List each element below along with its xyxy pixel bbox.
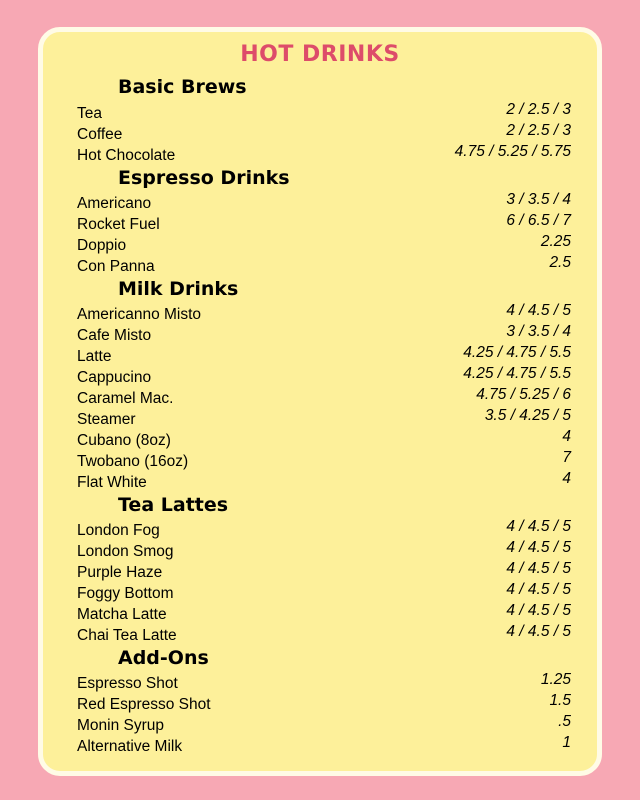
item-name: Cafe Misto <box>77 327 152 344</box>
item-price: 4.75 / 5.25 / 5.75 <box>454 143 571 160</box>
item-price: 4.75 / 5.25 / 6 <box>476 386 571 403</box>
item-price: 4 / 4.5 / 5 <box>506 302 571 319</box>
menu-item <box>77 581 571 602</box>
menu-item <box>77 101 571 122</box>
item-name: London Fog <box>77 522 160 539</box>
item-name: Purple Haze <box>77 564 163 581</box>
item-name: Flat White <box>77 474 147 491</box>
menu-item <box>77 191 571 212</box>
item-name: Tea <box>77 105 102 122</box>
item-name: Alternative Milk <box>77 738 183 755</box>
item-price: 7 <box>562 449 571 466</box>
item-name: Americano <box>77 195 152 212</box>
item-name: Espresso Shot <box>77 675 178 692</box>
item-price: 1.5 <box>549 692 571 709</box>
menu-item <box>77 323 571 344</box>
item-name: Americanno Misto <box>77 306 202 323</box>
item-price: 3.5 / 4.25 / 5 <box>484 407 571 424</box>
menu-item <box>77 734 571 755</box>
item-price: 2 / 2.5 / 3 <box>506 101 571 118</box>
menu-item <box>77 623 571 644</box>
item-name: Rocket Fuel <box>77 216 160 233</box>
item-name: Coffee <box>77 126 123 143</box>
item-price: 4 / 4.5 / 5 <box>506 560 571 577</box>
item-price: 2 / 2.5 / 3 <box>506 122 571 139</box>
item-price: 4 <box>562 470 571 487</box>
menu-item <box>77 254 571 275</box>
item-price: 4 / 4.5 / 5 <box>506 539 571 556</box>
item-price: 4 / 4.5 / 5 <box>506 518 571 535</box>
item-price: 1.25 <box>540 671 571 688</box>
menu-card <box>38 27 602 776</box>
menu-item <box>77 470 571 491</box>
item-name: Chai Tea Latte <box>77 627 177 644</box>
item-name: Matcha Latte <box>77 606 167 623</box>
item-price: 1 <box>562 734 571 751</box>
section-title-espresso-drinks: Espresso Drinks <box>118 167 290 189</box>
item-price: 6 / 6.5 / 7 <box>506 212 571 229</box>
item-name: Steamer <box>77 411 136 428</box>
item-price: 4 / 4.5 / 5 <box>506 581 571 598</box>
menu-item <box>77 449 571 470</box>
menu-item <box>77 407 571 428</box>
item-price: 3 / 3.5 / 4 <box>506 191 571 208</box>
menu-item <box>77 344 571 365</box>
menu-item <box>77 233 571 254</box>
item-name: Doppio <box>77 237 127 254</box>
item-price: 3 / 3.5 / 4 <box>506 323 571 340</box>
menu-item <box>77 713 571 734</box>
menu-item <box>77 122 571 143</box>
menu-item <box>77 671 571 692</box>
menu-item <box>77 212 571 233</box>
item-name: Red Espresso Shot <box>77 696 211 713</box>
item-price: 4 / 4.5 / 5 <box>506 623 571 640</box>
menu-item <box>77 602 571 623</box>
item-name: Caramel Mac. <box>77 390 174 407</box>
section-title-add-ons: Add-Ons <box>118 647 209 669</box>
item-price: 4.25 / 4.75 / 5.5 <box>463 344 571 361</box>
item-name: Cubano (8oz) <box>77 432 171 449</box>
item-name: Con Panna <box>77 258 155 275</box>
item-price: 2.25 <box>540 233 571 250</box>
item-name: Foggy Bottom <box>77 585 174 602</box>
menu-item <box>77 386 571 407</box>
menu-item <box>77 692 571 713</box>
menu-item <box>77 365 571 386</box>
section-title-tea-lattes: Tea Lattes <box>118 494 229 516</box>
item-name: Monin Syrup <box>77 717 165 734</box>
section-title-basic-brews: Basic Brews <box>118 76 247 98</box>
menu-item <box>77 302 571 323</box>
item-name: Cappucino <box>77 369 152 386</box>
item-price: .5 <box>558 713 571 730</box>
item-name: Twobano (16oz) <box>77 453 189 470</box>
item-price: 4 <box>562 428 571 445</box>
item-price: 2.5 <box>549 254 571 271</box>
menu-item <box>77 428 571 449</box>
menu-item <box>77 560 571 581</box>
section-title-milk-drinks: Milk Drinks <box>118 278 239 300</box>
item-name: London Smog <box>77 543 174 560</box>
item-name: Hot Chocolate <box>77 147 176 164</box>
menu-item <box>77 518 571 539</box>
menu-item <box>77 539 571 560</box>
item-price: 4 / 4.5 / 5 <box>506 602 571 619</box>
item-price: 4.25 / 4.75 / 5.5 <box>463 365 571 382</box>
menu-item <box>77 143 571 164</box>
menu-title: HOT DRINKS <box>240 42 400 67</box>
item-name: Latte <box>77 348 112 365</box>
